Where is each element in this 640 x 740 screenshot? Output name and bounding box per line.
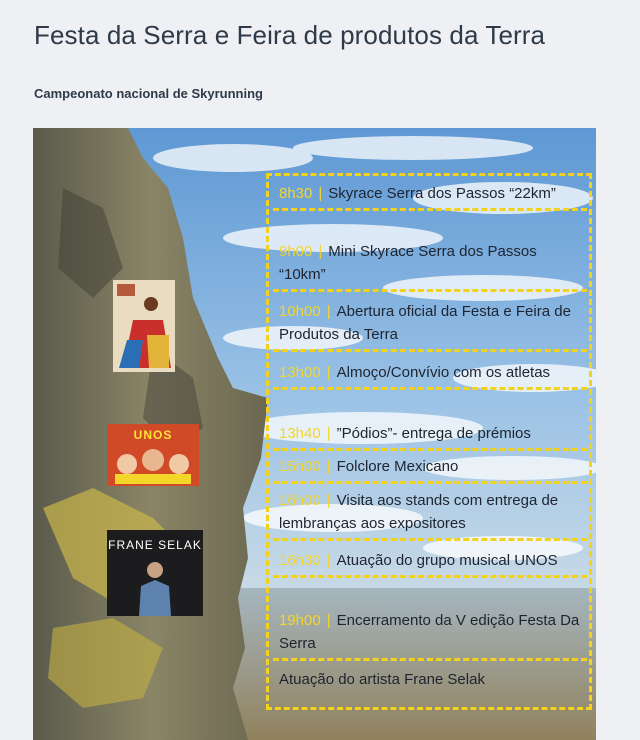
schedule-text: Mini Skyrace Serra dos Passos “10km”: [279, 243, 537, 283]
schedule-item: [279, 668, 583, 691]
schedule-time: 8h30: [279, 185, 313, 202]
schedule-time: 13h40: [279, 425, 321, 442]
schedule-text: Folclore Mexicano: [336, 458, 459, 475]
folklore-thumbnail: [113, 280, 175, 372]
frane-selak-label: FRANE SELAK: [108, 538, 202, 552]
schedule-item: 15h00 | Folclore Mexicano: [279, 455, 583, 478]
event-schedule: [266, 173, 592, 710]
unos-label: UNOS: [133, 428, 173, 442]
schedule-time: 16h00: [279, 492, 321, 509]
schedule-text: Encerramento da V edição Festa Da Serra: [279, 612, 580, 652]
schedule-text: Atuação do artista Frane Selak: [279, 671, 485, 688]
schedule-item: 10h00 | Abertura oficial da Festa e Feira de Produtos da Terra: [279, 300, 583, 346]
schedule-time: 13h00: [279, 364, 321, 381]
schedule-item: 16h30 | Atuação do grupo musical UNOS: [279, 549, 583, 572]
page-subtitle: Campeonato nacional de Skyrunning: [34, 86, 263, 101]
schedule-text: Almoço/Convívio com os atletas: [336, 364, 551, 381]
schedule-item: 19h00 | Encerramento da V edição Festa Da Serra: [279, 609, 583, 655]
unos-thumbnail: [107, 424, 199, 486]
schedule-text: Visita aos stands com entrega de lembranças aos expositores: [279, 492, 559, 532]
schedule-item: 9h00 | Mini Skyrace Serra dos Passos “10km”: [279, 240, 583, 286]
schedule-text: Skyrace Serra dos Passos “22km”: [328, 185, 556, 202]
schedule-time: 9h00: [279, 243, 313, 260]
schedule-item: 16h00 | Visita aos stands com entrega de lembranças aos expositores: [279, 489, 583, 535]
schedule-item: 13h00 | Almoço/Convívio com os atletas: [279, 361, 583, 384]
schedule-time: 15h00: [279, 458, 321, 475]
schedule-time: 10h00: [279, 303, 321, 320]
schedule-text: Abertura oficial da Festa e Feira de Produtos da Terra: [279, 303, 571, 343]
schedule-item: 8h30 | Skyrace Serra dos Passos “22km”: [279, 182, 583, 205]
frane-selak-thumbnail: [107, 530, 203, 616]
event-poster: [33, 128, 596, 740]
schedule-text: ”Pódios”- entrega de prémios: [336, 425, 531, 442]
schedule-time: 16h30: [279, 552, 321, 569]
schedule-item: 13h40 | ”Pódios”- entrega de prémios: [279, 422, 583, 445]
schedule-time: 19h00: [279, 612, 321, 629]
page-title: Festa da Serra e Feira de produtos da Terra: [34, 20, 546, 50]
schedule-text: Atuação do grupo musical UNOS: [336, 552, 558, 569]
